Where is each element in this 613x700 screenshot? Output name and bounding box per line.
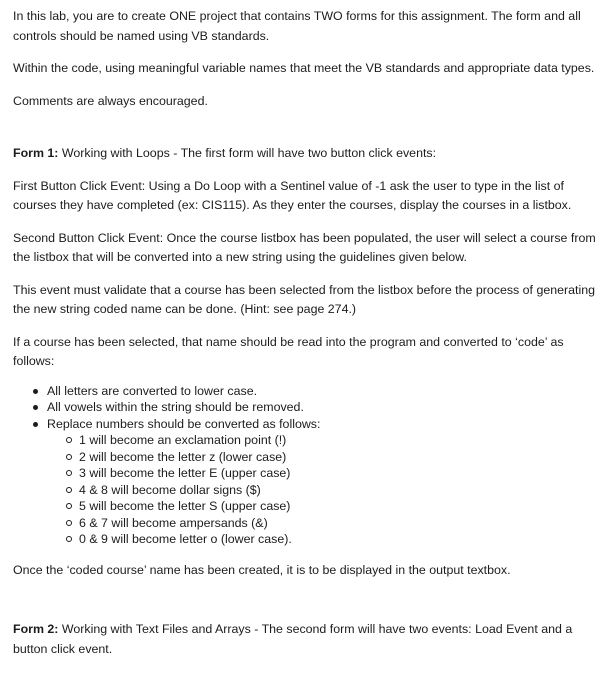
document-page bbox=[13, 7, 599, 659]
number-rule-6-7: 6 & 7 will become ampersands (&) bbox=[79, 515, 599, 532]
number-rule-3: 3 will become the letter E (upper case) bbox=[79, 465, 599, 482]
number-rule-1: 1 will become an exclamation point (!) bbox=[79, 432, 599, 449]
intro-paragraph-variables: Within the code, using meaningful variable names that meet the VB standards and appropriate data types. bbox=[13, 61, 595, 75]
intro-paragraph-forms: In this lab, you are to create ONE project that contains TWO forms for this assignment. The form and all controls should be named using VB standards. bbox=[13, 9, 581, 43]
form2-heading-text: Working with Text Files and Arrays - The second form will have two events: Load Event and a button click event. bbox=[13, 622, 573, 656]
number-rule-4-8: 4 & 8 will become dollar signs ($) bbox=[79, 482, 599, 499]
form1-label: Form 1: bbox=[13, 146, 59, 160]
form1-convert-intro-paragraph: If a course has been selected, that name should be read into the program and converted to ‘code’ as follows: bbox=[13, 334, 564, 368]
number-rule-5: 5 will become the letter S (upper case) bbox=[79, 498, 599, 515]
form1-first-click-paragraph: First Button Click Event: Using a Do Loop with a Sentinel value of -1 ask the user to type in the list of courses they have completed (ex: CIS115). As they enter the courses, display the courses in a listbox. bbox=[13, 178, 572, 212]
rule-remove-vowels: All vowels within the string should be removed. bbox=[47, 399, 599, 416]
form1-heading bbox=[13, 144, 599, 164]
form2-label: Form 2: bbox=[13, 622, 59, 636]
form1-heading-text: Working with Loops - The first form will have two button click events: bbox=[58, 146, 437, 160]
form1-closing-paragraph: Once the ‘coded course’ name has been created, it is to be displayed in the output textbox. bbox=[13, 562, 511, 577]
rule-lowercase: All letters are converted to lower case. bbox=[47, 383, 599, 400]
number-rule-2: 2 will become the letter z (lower case) bbox=[79, 449, 599, 466]
form1-second-click-paragraph: Second Button Click Event: Once the course listbox has been populated, the user will select a course from the listbox that will be converted into a new string using the guidelines given below. bbox=[13, 230, 596, 264]
form1-validate-paragraph: This event must validate that a course has been selected from the listbox before the process of generating the new string coded name can be done. (Hint: see page 274.) bbox=[13, 282, 596, 316]
number-rules-list bbox=[47, 432, 599, 548]
number-rule-0-9: 0 & 9 will become letter o (lower case). bbox=[79, 531, 599, 548]
form2-heading bbox=[13, 620, 599, 659]
conversion-rules-list bbox=[13, 383, 599, 548]
rule-replace-numbers bbox=[47, 416, 599, 548]
rule-replace-numbers-label: Replace numbers should be converted as follows: bbox=[47, 416, 321, 431]
intro-paragraph-comments: Comments are always encouraged. bbox=[13, 93, 208, 108]
